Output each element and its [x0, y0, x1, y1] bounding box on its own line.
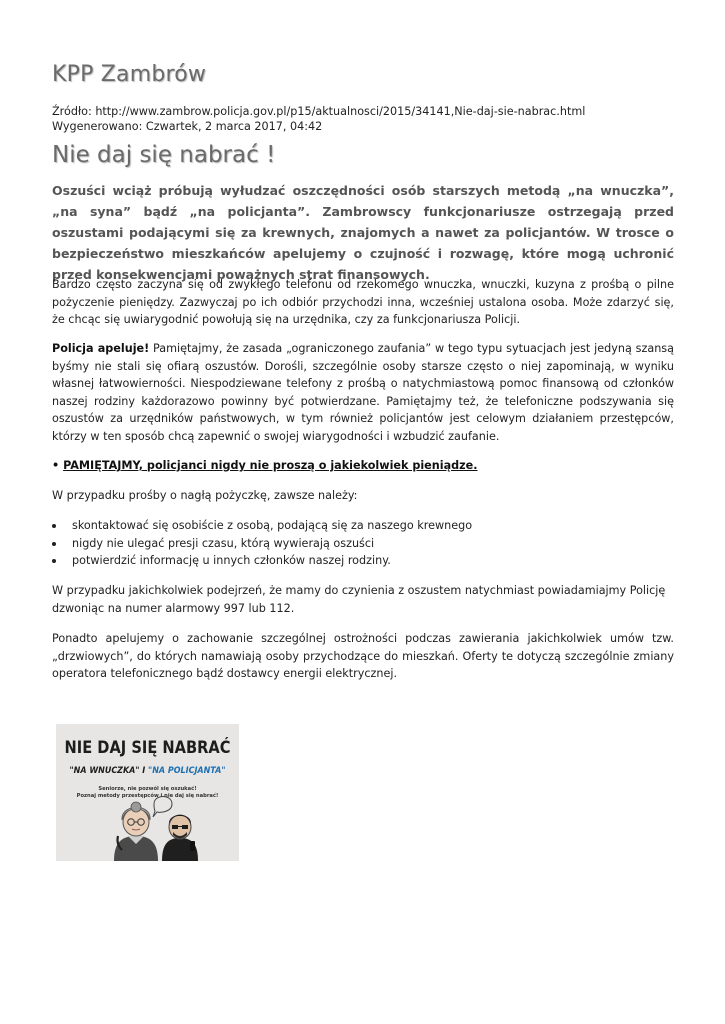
remember-text: PAMIĘTAJMY, policjanci nigdy nie proszą o jakiekolwiek pieniądze. — [63, 459, 478, 472]
bullet-icon — [52, 542, 56, 546]
poster-sub-part2: "NA POLICJANTA" — [148, 766, 236, 776]
list-item — [52, 552, 674, 570]
poster-image — [56, 724, 239, 861]
paragraph-appeal — [52, 340, 674, 446]
paragraph-loan-request: W przypadku prośby o nagłą pożyczkę, zawsze należy: — [52, 489, 358, 502]
article-title: Nie daj się nabrać ! — [52, 142, 276, 168]
source-line: Źródło: http://www.zambrow.policja.gov.pl/p15/aktualnosci/2015/34141,Nie-daj-sie-nabrac.html — [52, 105, 586, 118]
poster-subheadline — [69, 766, 236, 776]
poster-headline: NIE DAJ SIĘ NABRAĆ — [64, 738, 231, 757]
remember-bullet: • — [52, 459, 60, 472]
poster-graphic — [56, 724, 239, 861]
list-item-text: nigdy nie ulegać presji czasu, którą wywierają oszuści — [72, 536, 375, 550]
advice-list — [52, 517, 674, 570]
generated-line: Wygenerowano: Czwartek, 2 marca 2017, 04:42 — [52, 120, 323, 133]
list-item-text: skontaktować się osobiście z osobą, podającą się za naszego krewnego — [72, 519, 473, 532]
list-item-text: potwierdzić informację u innych członków naszej rodziny. — [72, 554, 391, 568]
paragraph-door-contracts: Ponadto apelujemy o zachowanie szczególnej ostrożności podczas zawierania jakichkolwiek umów tzw. „drzwiowych”, do których namawiają osoby przychodzące do mieszkań. Oferty te dotyczą szczególnie zmiany operatora telefonicznego bądź dostawcy energii elektrycznej. — [52, 632, 674, 681]
article-lead: Oszuści wciąż próbują wyłudzać oszczędności osób starszych metodą „na wnuczka”, „na syna” bądź „na policjanta”. Zambrowscy funkcjonariusze ostrzegają przed oszustami podającymi się za krewnych, znajomych a nawet za policjantów. W trosce o bezpieczeństwo mieszkańców apelujemy o czujność i rozwagę, które mogą uchronić przed konsekwencjami poważnych strat finansowych. — [52, 183, 674, 282]
list-item — [52, 517, 674, 535]
bullet-icon — [52, 524, 56, 528]
paragraph-intro: Bardzo często zaczyna się od zwykłego telefonu od rzekomego wnuczka, wnuczki, kuzyna z prośbą o pilne pożyczenie pieniędzy. Zazwyczaj po ich odbiór przychodzi inna, wcześniej ustalona osoba. Może zdarzyć się, że chcąc się uwiarygodnić powołują się na urzędnika, czy za funkcjonariusza Policji. — [52, 278, 674, 327]
paragraph-emergency — [52, 582, 674, 617]
document-meta — [52, 104, 585, 134]
emergency-line-1: W przypadku jakichkolwiek podejrzeń, że mamy do czynienia z oszustem natychmiast powiadamiajmy Policję — [52, 584, 666, 597]
emergency-line-2: dzwoniąc na numer alarmowy 997 lub 112. — [52, 601, 295, 615]
site-title: KPP Zambrów — [52, 62, 207, 87]
appeal-text: Pamiętajmy, że zasada „ograniczonego zaufania” w tego typu sytuacjach jest jedyną szansą byśmy nie stali się ofiarą oszustów. Dorośli, szczególnie osoby starsze często o niej zapominają, w wyniku własnej łatwowierności. Niespodziewane telefony z prośbą o natychmiastową pomoc finansową od członków naszej rodziny każdorazowo powinny być potwierdzane. Pamiętajmy też, że telefoniczne podszywania się oszustów za urzędników państwowych, w tym również policjantów jest celowym działaniem przestępców, którzy w ten sposób chcą zapewnić o swojej wiarygodności i wzbudzić zaufanie. — [52, 342, 674, 443]
poster-small-line1: Seniorze, nie pozwól się oszukać! — [98, 786, 197, 792]
bullet-icon — [52, 559, 56, 563]
remember-line — [52, 457, 477, 474]
list-item — [52, 535, 674, 553]
appeal-label: Policja apeluje! — [52, 342, 150, 355]
poster-small-line2: Poznaj metody przestępców i nie daj się nabrać! — [76, 793, 219, 799]
poster-sub-part1: "NA WNUCZKA" I — [69, 766, 158, 776]
